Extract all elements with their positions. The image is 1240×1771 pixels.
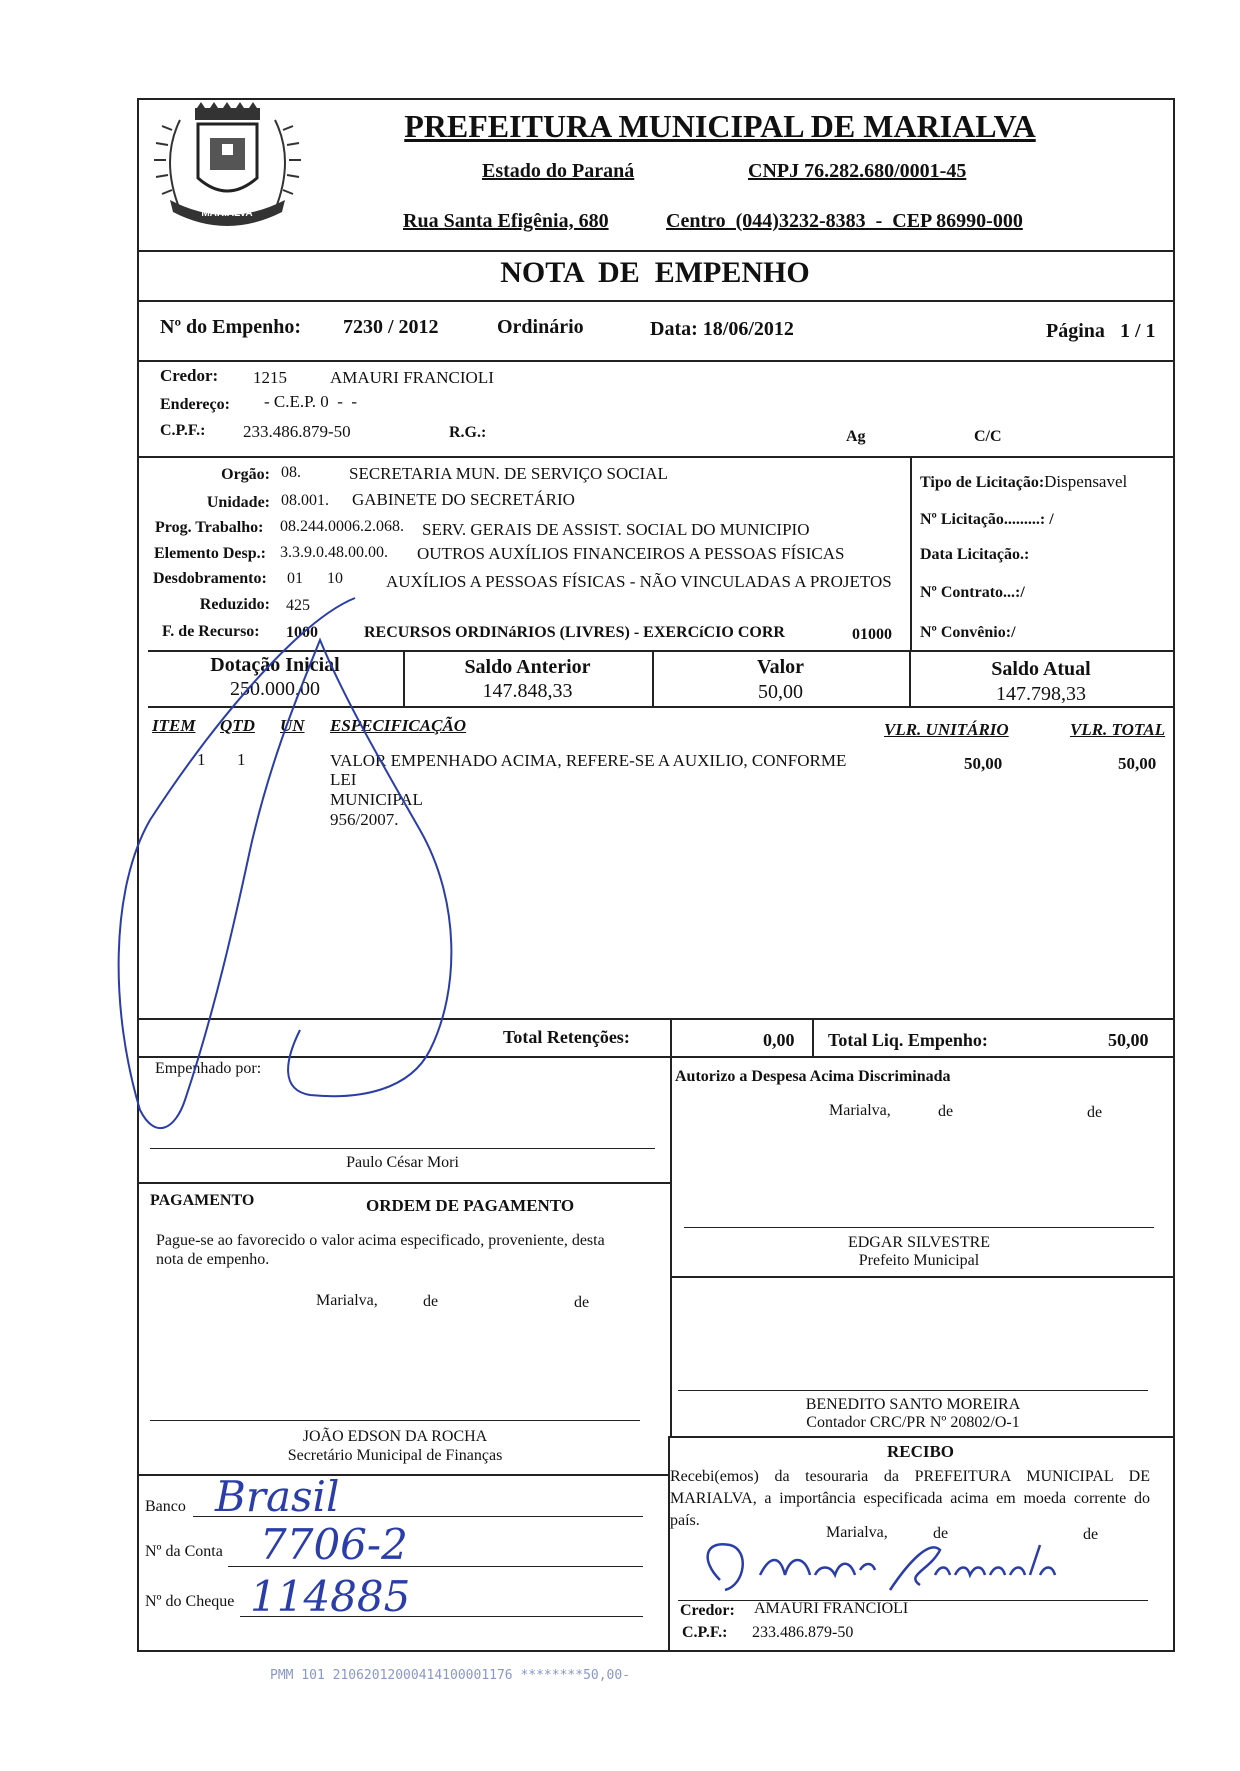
credor-name: AMAURI FRANCIOLI [330,368,494,387]
divider [137,456,1173,458]
empenho-type: Ordinário [497,316,584,338]
licitacao-type-key: Tipo de Licitação: [920,474,1045,491]
municipality-title: PREFEITURA MUNICIPAL DE MARIALVA [404,108,1036,144]
address-value: - C.E.P. 0 - - [264,392,358,411]
licitacao-type-label [920,472,1127,492]
banco-handwritten: Brasil [215,1472,340,1521]
divider [137,250,1173,252]
cpf-label: C.P.F.: [160,422,206,439]
recibo-de1: de [933,1525,949,1542]
col-total-value: VLR. TOTAL [1070,720,1166,739]
empenho-label: Nº do Empenho: [160,316,302,338]
desdobramento-name: AUXÍLIOS A PESSOAS FÍSICAS - NÃO VINCULADAS A PROJETOS [386,572,892,591]
item-spec-line1: VALOR EMPENHADO ACIMA, REFERE-SE A AUXILIO, CONFORME [330,751,847,770]
divider [670,1056,672,1436]
contrato-number: Nº Contrato...:/ [920,584,1025,601]
convenio-number: Nº Convênio:/ [920,624,1016,641]
recibo-credor-name: AMAURI FRANCIOLI [754,1600,909,1617]
conta-handwritten: 7706-2 [260,1520,408,1569]
recibo-de2: de [1083,1526,1099,1543]
ag-label: Ag [846,428,866,445]
pagamento-de2: de [574,1294,590,1311]
conta-label: Nº da Conta [145,1543,223,1560]
divider [137,1056,1173,1058]
recurso-number: 01000 [852,626,892,643]
retencoes-value: 0,00 [763,1030,795,1050]
recibo-city: Marialva, [826,1524,888,1541]
divider [670,1276,1173,1278]
autorizo-de2: de [1087,1104,1103,1121]
licitacao-type-value: Dispensavel [1044,472,1128,491]
banco-label: Banco [145,1498,186,1515]
orgao-label: Orgão: [221,466,270,483]
rg-label: R.G.: [449,424,487,441]
licitacao-date: Data Licitação.: [920,546,1030,563]
contador-role: Contador CRC/PR Nº 20802/O-1 [806,1414,1020,1431]
divider [148,706,1173,708]
col-qtd: QTD [220,716,255,735]
autorizo-title: Autorizo a Despesa Acima Discriminada [675,1068,951,1085]
recibo-text-1: Recebi(emos) da tesouraria da PREFEITURA MUNICIPAL DE [670,1468,1150,1485]
footer-code: PMM 101 21062012000414100001176 ********50,00- [270,1668,631,1683]
saldo-atual-value: 147.798,33 [996,683,1086,705]
pagamento-text-1: Pague-se ao favorecido o valor acima especificado, proveniente, desta [156,1232,605,1249]
municipal-crest [150,100,305,235]
desdobramento-label: Desdobramento: [153,570,267,587]
page-label: Página [1046,320,1105,342]
col-item: ITEM [152,716,196,735]
pagamento-text-2: nota de empenho. [156,1251,270,1268]
elemento-name: OUTROS AUXÍLIOS FINANCEIROS A PESSOAS FÍSICAS [417,544,845,563]
unidade-label: Unidade: [206,494,270,511]
empenho-number: 7230 / 2012 [343,316,439,338]
col-un: UN [280,716,305,735]
recibo-cpf-label: C.P.F.: [682,1624,728,1641]
divider [148,650,1173,652]
prog-code: 08.244.0006.2.068. [280,518,404,535]
dotacao-value: 250.000,00 [230,678,320,700]
elemento-label: Elemento Desp.: [154,545,266,562]
prog-name: SERV. GERAIS DE ASSIST. SOCIAL DO MUNICIPIO [422,520,810,539]
pagamento-de1: de [423,1293,439,1310]
empenho-date: Data: 18/06/2012 [650,318,794,340]
liq-empenho-label: Total Liq. Empenho: [828,1030,988,1050]
divider [670,1018,672,1056]
cpf-value: 233.486.879-50 [243,422,351,441]
divider [137,360,1173,362]
orgao-name: SECRETARIA MUN. DE SERVIÇO SOCIAL [349,464,668,483]
item-total-value: 50,00 [1118,754,1157,773]
retencoes-label: Total Retenções: [503,1027,630,1047]
divider [137,300,1173,302]
recibo-title: RECIBO [886,1442,955,1461]
street-address: Rua Santa Efigênia, 680 [403,210,609,232]
recibo-credor-label: Credor: [680,1602,735,1619]
orgao-code: 08. [281,464,301,481]
recibo-text-2: MARIALVA, a importância especificada acima em moeda corrente do [670,1490,1150,1507]
cnpj: CNPJ 76.282.680/0001-45 [748,160,967,182]
reduzido-value: 425 [286,597,310,614]
empenhado-label: Empenhado por: [155,1060,262,1077]
reduzido-label: Reduzido: [199,596,270,613]
pagamento-label: PAGAMENTO [150,1192,255,1209]
liq-empenho-value: 50,00 [1108,1030,1149,1050]
empenhado-signer: Paulo César Mori [346,1154,459,1171]
prefeito-name: EDGAR SILVESTRE [847,1234,991,1251]
item-unit-value: 50,00 [964,754,1003,773]
signature-line [678,1390,1148,1391]
saldo-atual-label: Saldo Atual [991,658,1091,680]
col-unit-value: VLR. UNITÁRIO [884,720,1009,739]
secretario-role: Secretário Municipal de Finanças [287,1447,503,1464]
item-number: 1 [197,750,206,769]
saldo-anterior-value: 147.848,33 [482,680,573,702]
prefeito-role: Prefeito Municipal [858,1252,980,1269]
signature-line [684,1227,1154,1228]
divider [812,1018,814,1056]
prog-label: Prog. Trabalho: [155,519,264,536]
credor-label: Credor: [160,366,219,385]
recibo-cpf-value: 233.486.879-50 [752,1624,854,1641]
signature-line [150,1420,640,1421]
unidade-code: 08.001. [281,492,329,509]
saldo-anterior-label: Saldo Anterior [464,656,591,678]
document-title: NOTA DE EMPENHO [500,256,810,289]
address-label: Endereço: [160,396,230,413]
divider [137,1018,1173,1020]
recurso-label: F. de Recurso: [162,623,260,640]
cc-label: C/C [974,428,1002,445]
col-especificacao: ESPECIFICAÇÃO [330,716,467,735]
autorizo-de1: de [938,1103,954,1120]
desdobramento-code: 01 10 [287,570,343,587]
secretario-name: JOÃO EDSON DA ROCHA [302,1428,488,1445]
cheque-label: Nº do Cheque [145,1593,235,1610]
divider [668,1436,1173,1438]
unidade-name: GABINETE DO SECRETÁRIO [352,490,575,509]
licitacao-number: Nº Licitação.........: / [920,511,1054,528]
pagamento-city: Marialva, [316,1292,378,1309]
dotacao-label: Dotação Inicial [210,654,340,676]
valor-value: 50,00 [758,681,803,703]
signature-line [150,1148,655,1149]
ordem-pagamento-title: ORDEM DE PAGAMENTO [366,1196,575,1215]
recurso-code: 1000 [286,624,318,641]
recibo-text-3: país. [670,1512,700,1529]
item-spec-line2: LEI MUNICIPAL 956/2007. [330,770,423,829]
credor-code: 1215 [253,368,287,387]
elemento-code: 3.3.9.0.48.00.00. [280,544,388,561]
signature-line [678,1600,1148,1601]
divider [910,456,912,650]
item-qtd: 1 [237,750,246,769]
svg-text:MARIALVA: MARIALVA [201,208,253,219]
valor-label: Valor [756,656,805,678]
address-rest: Centro (044)3232-8383 - CEP 86990-000 [666,210,1023,232]
page-number: 1 / 1 [1120,320,1156,342]
divider [137,1182,670,1184]
recurso-name: RECURSOS ORDINáRIOS (LIVRES) - EXERCíCIO CORR [364,624,785,641]
state-name: Estado do Paraná [482,160,635,182]
cheque-handwritten: 114885 [250,1572,411,1621]
autorizo-city: Marialva, [829,1102,891,1119]
contador-name: BENEDITO SANTO MOREIRA [805,1396,1021,1413]
